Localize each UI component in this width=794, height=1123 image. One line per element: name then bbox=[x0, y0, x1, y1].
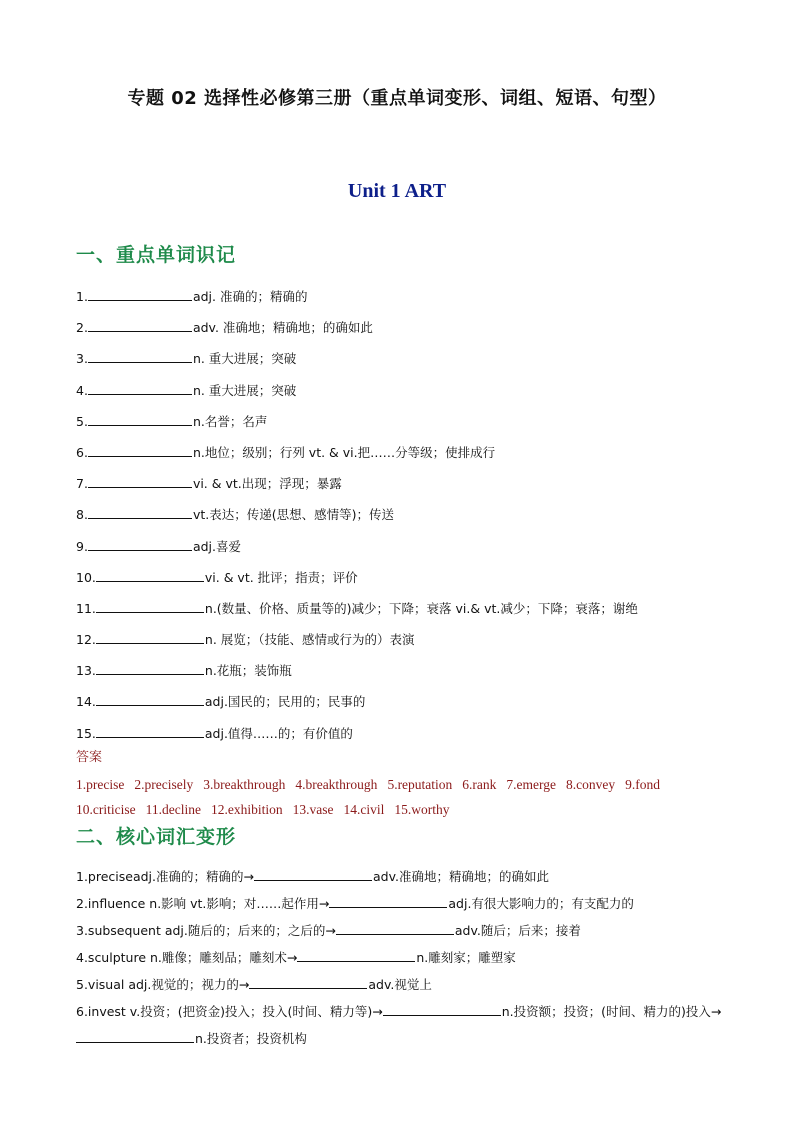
vocab-item: 12. n. 展览；（技能、感情或行为的）表演 bbox=[76, 632, 415, 648]
word-form-item: 6.invest v.投资；(把资金)投入；投入(时间、精力等)→ n.投资额；投资；(时间、精力的)投入→n.投资者；投资机构 bbox=[76, 1004, 722, 1046]
vocab-item: 4. n. 重大进展；突破 bbox=[76, 382, 297, 398]
answer-blank[interactable] bbox=[88, 474, 192, 488]
answer-blank[interactable] bbox=[383, 1002, 501, 1016]
vocab-item: 11. n.(数量、价格、质量等的)减少；下降；衰落 vi.& vt.减少；下降；衰落；谢绝 bbox=[76, 600, 638, 616]
answer-blank[interactable] bbox=[88, 349, 192, 363]
answer-row: 10.criticise 11.decline 12.exhibition 13.vase 14.civil 15.worthy bbox=[76, 802, 450, 817]
section-heading-word-forms: 二、核心词汇变形 bbox=[76, 826, 237, 848]
answer-row: 1.precise 2.precisely 3.breakthrough 4.breakthrough 5.reputation 6.rank 7.emerge 8.convey 9.fond bbox=[76, 777, 661, 792]
answer-blank[interactable] bbox=[297, 948, 415, 962]
answer-key bbox=[76, 772, 736, 822]
word-form-item: 1.preciseadj.准确的；精确的→ adv.准确地；精确地；的确如此 bbox=[76, 869, 549, 884]
unit-title: Unit 1 ART bbox=[347, 180, 447, 202]
vocab-item: 1. adj. 准确的；精确的 bbox=[76, 289, 308, 304]
answer-blank[interactable] bbox=[96, 568, 204, 582]
answer-blank[interactable] bbox=[329, 894, 447, 908]
document-title: 专题 02 选择性必修第三册（重点单词变形、词组、短语、句型） bbox=[127, 88, 667, 109]
answer-blank[interactable] bbox=[96, 599, 204, 613]
word-form-item: 4.sculpture n.雕像；雕刻品；雕刻术→ n.雕刻家；雕塑家 bbox=[76, 950, 516, 965]
answer-blank[interactable] bbox=[88, 412, 192, 426]
answer-blank[interactable] bbox=[76, 1029, 194, 1043]
vocab-item: 9. adj.喜爱 bbox=[76, 538, 241, 554]
vocabulary-list bbox=[76, 287, 736, 755]
answer-blank[interactable] bbox=[88, 318, 192, 332]
answer-blank[interactable] bbox=[96, 692, 204, 706]
answer-blank[interactable] bbox=[96, 724, 204, 738]
answer-label: 答案 bbox=[76, 750, 103, 765]
answer-blank[interactable] bbox=[88, 381, 192, 395]
answer-blank[interactable] bbox=[249, 975, 367, 989]
answer-blank[interactable] bbox=[88, 443, 192, 457]
answer-blank[interactable] bbox=[254, 867, 372, 881]
vocab-item: 2. adv. 准确地；精确地；的确如此 bbox=[76, 320, 373, 336]
word-form-item: 2.influence n.影响 vt.影响；对……起作用→ adj.有很大影响力的；有支配力的 bbox=[76, 896, 634, 911]
answer-blank[interactable] bbox=[88, 537, 192, 551]
word-forms-list bbox=[76, 863, 736, 1052]
vocab-item: 6. n.地位；级别；行列 vt. & vi.把……分等级；使排成行 bbox=[76, 444, 496, 460]
section-heading-vocabulary: 一、重点单词识记 bbox=[76, 244, 237, 266]
answer-blank[interactable] bbox=[88, 287, 192, 301]
answer-blank[interactable] bbox=[88, 505, 192, 519]
vocab-item: 7. vi. & vt.出现；浮现；暴露 bbox=[76, 476, 342, 492]
answer-blank[interactable] bbox=[336, 921, 454, 935]
vocab-item: 14. adj.国民的；民用的；民事的 bbox=[76, 694, 366, 710]
answer-blank[interactable] bbox=[96, 630, 204, 644]
word-form-item: 5.visual adj.视觉的；视力的→ adv.视觉上 bbox=[76, 977, 432, 992]
vocab-item: 15. adj.值得……的；有价值的 bbox=[76, 725, 353, 741]
vocab-item: 10. vi. & vt. 批评；指责；评价 bbox=[76, 569, 358, 585]
word-form-item: 3.subsequent adj.随后的；后来的；之后的→ adv.随后；后来；接着 bbox=[76, 923, 581, 938]
vocab-item: 13. n.花瓶；装饰瓶 bbox=[76, 663, 292, 679]
vocab-item: 8. vt.表达；传递(思想、感情等)；传送 bbox=[76, 507, 394, 523]
vocab-item: 3. n. 重大进展；突破 bbox=[76, 351, 297, 367]
vocab-item: 5. n.名誉；名声 bbox=[76, 413, 268, 429]
answer-blank[interactable] bbox=[96, 661, 204, 675]
